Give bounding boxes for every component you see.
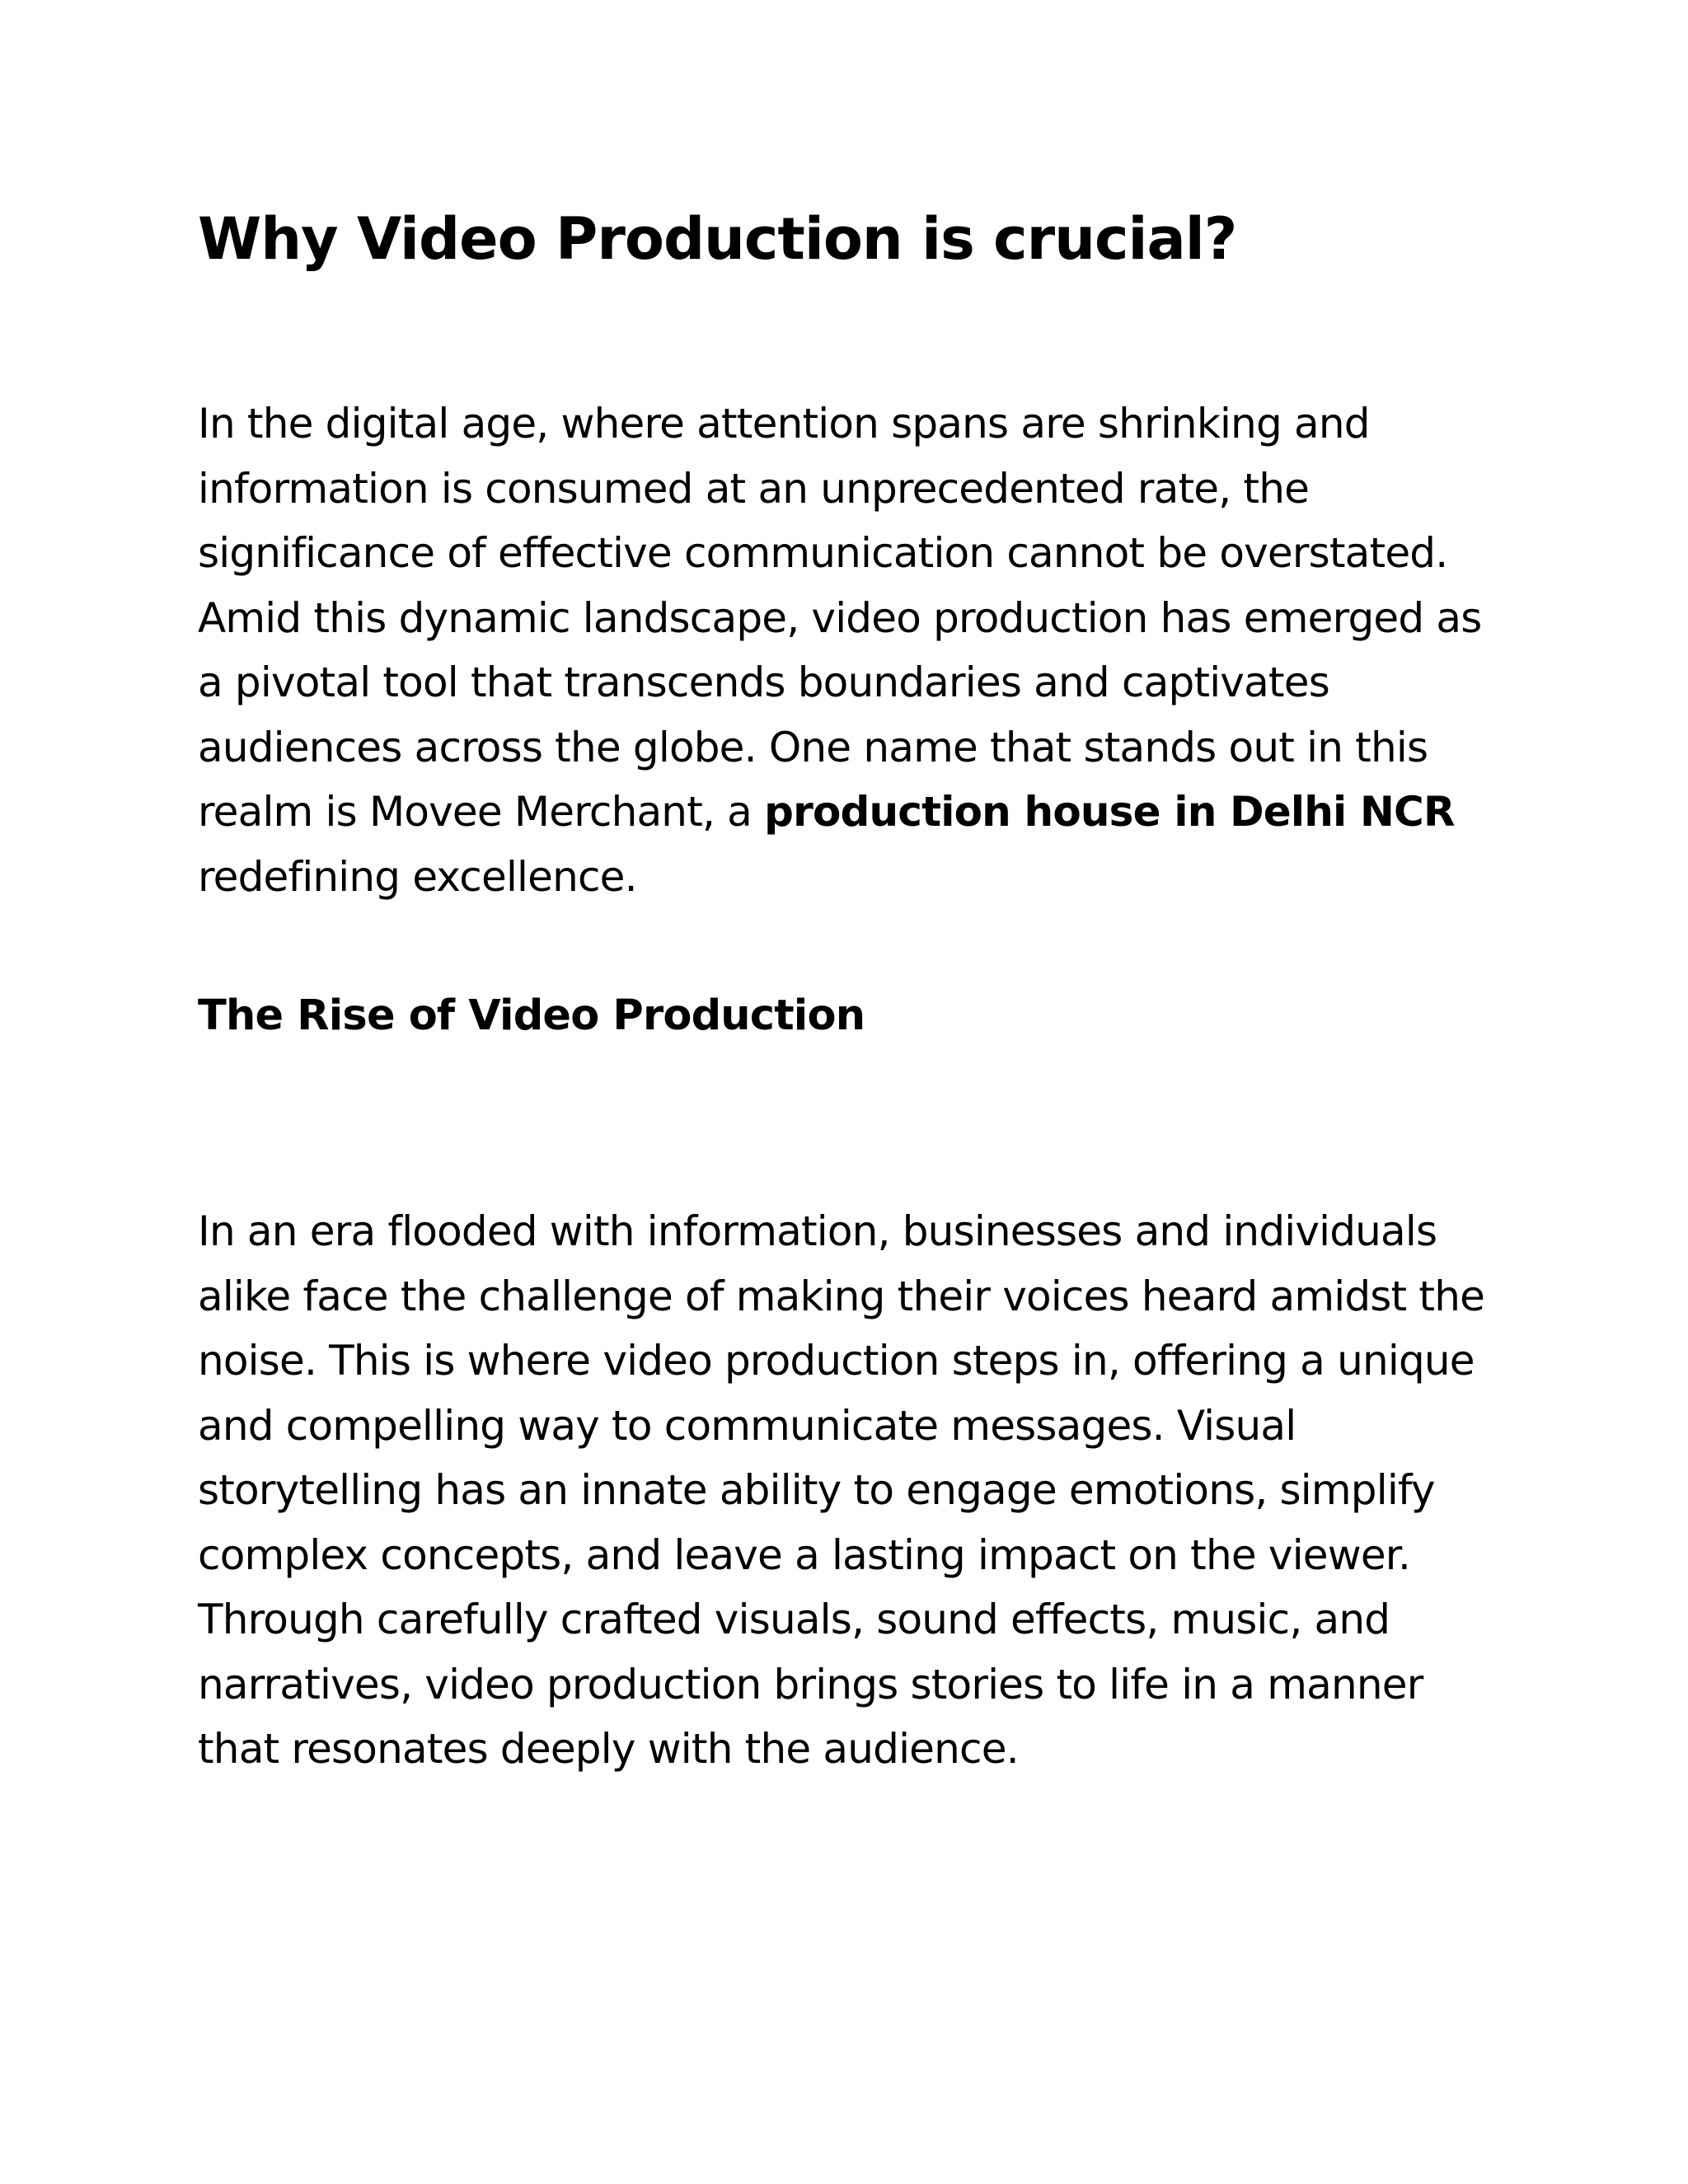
paragraph-line xyxy=(198,780,1500,845)
paragraph-line: Amid this dynamic landscape, video production has emerged as xyxy=(198,593,1482,642)
paragraph-line: that resonates deeply with the audience. xyxy=(198,1725,1019,1773)
paragraph-line: narratives, video production brings stories to life in a manner xyxy=(198,1660,1423,1708)
paragraph-line: a pivotal tool that transcends boundaries and captivates xyxy=(198,658,1329,706)
paragraph-line: redefining excellence. xyxy=(198,852,637,901)
paragraph-line: storytelling has an innate ability to engage emotions, simplify xyxy=(198,1466,1435,1514)
paragraph-line: significance of effective communication cannot be overstated. xyxy=(198,529,1448,577)
paragraph-line: Through carefully crafted visuals, sound effects, music, and xyxy=(198,1596,1390,1643)
paragraph-line: In the digital age, where attention spans are shrinking and xyxy=(198,400,1370,448)
paragraph-text: realm is Movee Merchant, a xyxy=(198,788,765,836)
paragraph-line: and compelling way to communicate messages. Visual xyxy=(198,1401,1296,1450)
bold-keyword: production house in Delhi NCR xyxy=(764,788,1455,836)
paragraph-line: noise. This is where video production steps in, offering a unique xyxy=(198,1337,1475,1385)
intro-paragraph xyxy=(198,391,1500,909)
paragraph-line: alike face the challenge of making their voices heard amidst the xyxy=(198,1272,1485,1320)
section-paragraph xyxy=(198,1199,1500,1782)
paragraph-line: complex concepts, and leave a lasting impact on the viewer. xyxy=(198,1530,1411,1579)
paragraph-line: In an era flooded with information, businesses and individuals xyxy=(198,1207,1437,1255)
paragraph-line: information is consumed at an unprecedented rate, the xyxy=(198,464,1310,513)
paragraph-line: audiences across the globe. One name that stands out in this xyxy=(198,723,1428,771)
document-title: Why Video Production is crucial? xyxy=(198,205,1237,273)
section-heading: The Rise of Video Production xyxy=(198,991,865,1040)
